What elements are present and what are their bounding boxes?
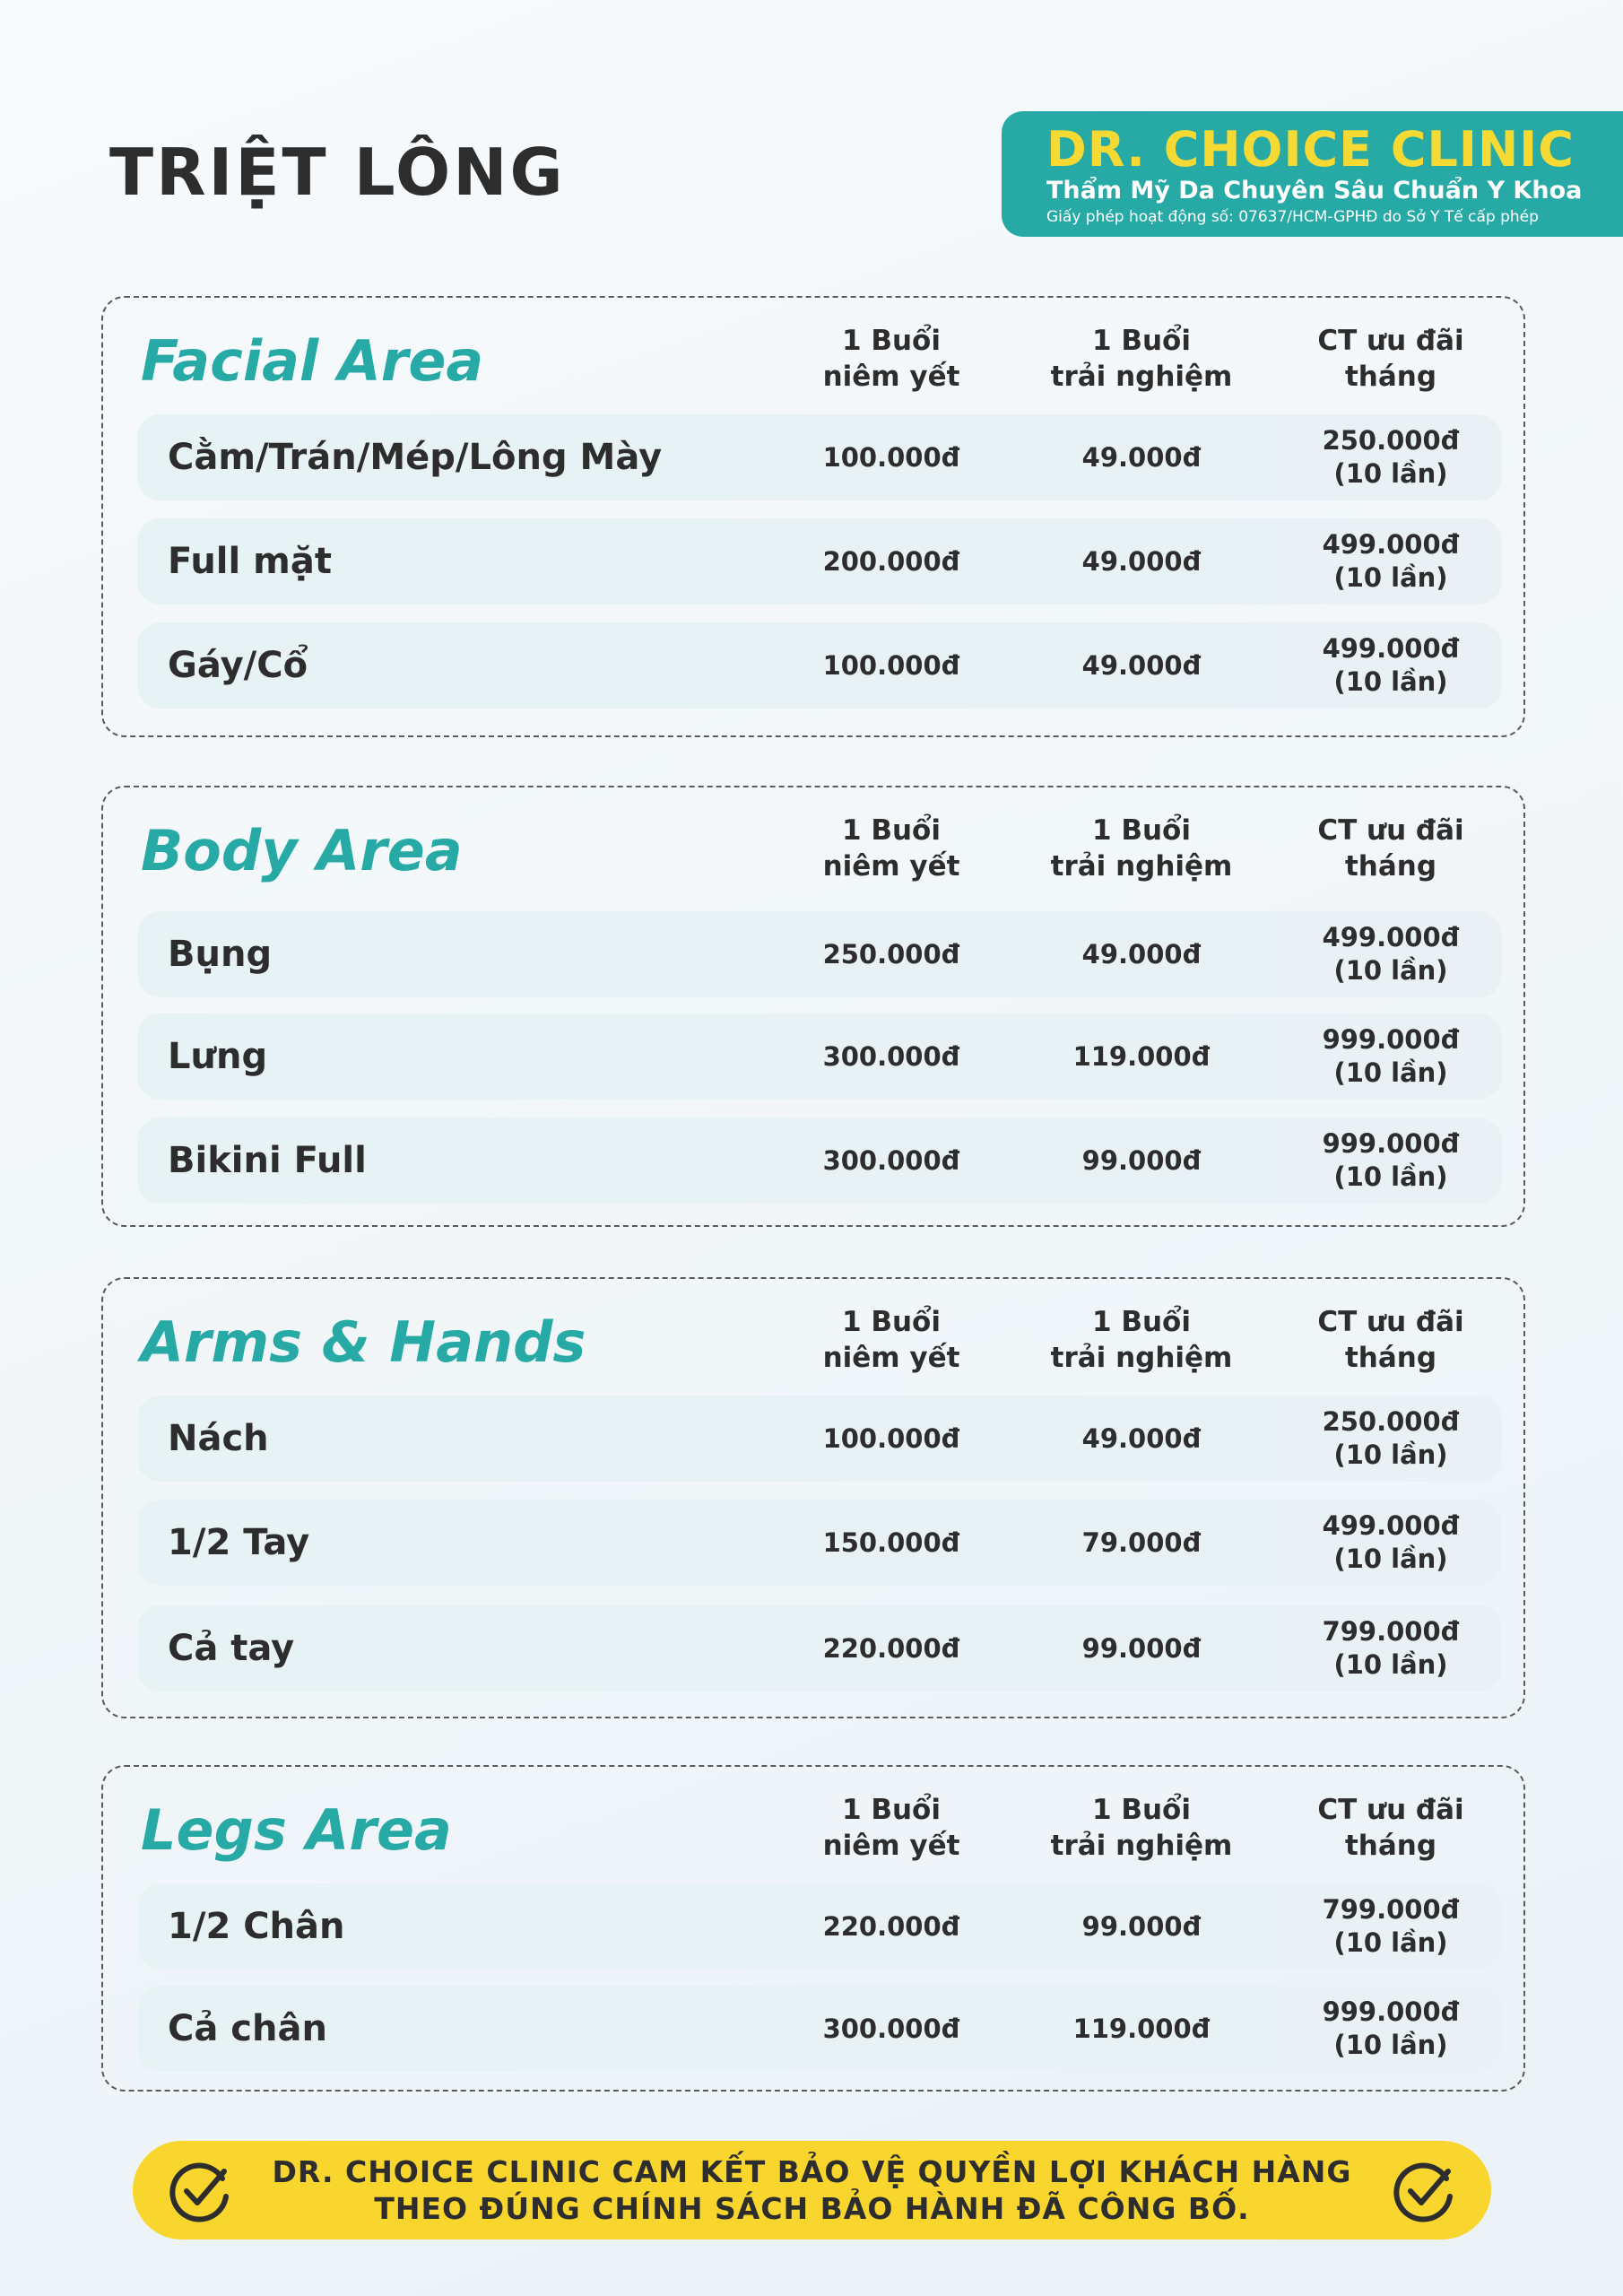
row-package-price: 999.000đ (10 lần) (1322, 1996, 1460, 2060)
price-row (137, 1605, 1502, 1692)
price-row (137, 622, 1502, 709)
col-header-package: CT ưu đãi tháng (1317, 1794, 1464, 1862)
row-listed-price: 300.000đ (822, 2013, 960, 2044)
warranty-banner (133, 2141, 1491, 2239)
row-package-price: 499.000đ (10 lần) (1322, 922, 1460, 986)
section-legs-area (101, 1765, 1525, 2092)
col-header-trial: 1 Buổi trải nghiệm (1050, 1306, 1233, 1374)
row-label: Bụng (168, 934, 273, 975)
price-row (137, 518, 1502, 604)
col-header-package: CT ưu đãi tháng (1317, 1306, 1464, 1374)
col-header-trial: 1 Buổi trải nghiệm (1050, 814, 1233, 883)
check-circle-icon (1391, 2159, 1457, 2225)
section-arms-hands (101, 1277, 1525, 1718)
row-trial-price: 119.000đ (1072, 1041, 1211, 1072)
price-row (137, 1883, 1502, 1970)
price-row (137, 1396, 1502, 1482)
section-body-area (101, 786, 1525, 1227)
price-row (137, 414, 1502, 500)
row-package-price: 999.000đ (10 lần) (1322, 1128, 1460, 1192)
brand-tagline: Thẩm Mỹ Da Chuyên Sâu Chuẩn Y Khoa (1046, 177, 1583, 204)
row-trial-price: 49.000đ (1081, 650, 1202, 681)
row-label: Full mặt (168, 541, 332, 582)
col-header-listed: 1 Buổi niêm yết (822, 325, 960, 393)
row-listed-price: 100.000đ (822, 650, 960, 681)
section-title: Legs Area (141, 1797, 452, 1863)
row-label: 1/2 Chân (168, 1906, 345, 1947)
row-package-price: 499.000đ (10 lần) (1322, 529, 1460, 593)
check-circle-icon (167, 2159, 233, 2225)
row-package-price: 499.000đ (10 lần) (1322, 1510, 1460, 1574)
row-label: Cả tay (168, 1628, 295, 1669)
col-header-trial: 1 Buổi trải nghiệm (1050, 1794, 1233, 1862)
row-package-price: 799.000đ (10 lần) (1322, 1894, 1460, 1958)
row-trial-price: 49.000đ (1081, 546, 1202, 577)
row-listed-price: 150.000đ (822, 1527, 960, 1558)
row-label: Cằm/Trán/Mép/Lông Mày (168, 437, 663, 478)
price-row (137, 1500, 1502, 1586)
col-header-listed: 1 Buổi niêm yết (822, 814, 960, 883)
col-header-listed: 1 Buổi niêm yết (822, 1306, 960, 1374)
col-header-package: CT ưu đãi tháng (1317, 814, 1464, 883)
section-title: Body Area (141, 818, 463, 883)
row-package-price: 499.000đ (10 lần) (1322, 633, 1460, 697)
row-listed-price: 300.000đ (822, 1145, 960, 1176)
row-listed-price: 100.000đ (822, 442, 960, 473)
brand-license: Giấy phép hoạt động số: 07637/HCM-GPHĐ do Sở Y Tế cấp phép (1046, 208, 1539, 226)
price-row (137, 911, 1502, 997)
row-trial-price: 99.000đ (1081, 1911, 1202, 1942)
row-package-price: 799.000đ (10 lần) (1322, 1616, 1460, 1680)
row-listed-price: 250.000đ (822, 939, 960, 970)
row-listed-price: 200.000đ (822, 546, 960, 577)
col-header-trial: 1 Buổi trải nghiệm (1050, 325, 1233, 393)
section-title: Arms & Hands (141, 1309, 586, 1375)
row-label: 1/2 Tay (168, 1522, 310, 1563)
row-trial-price: 49.000đ (1081, 442, 1202, 473)
brand-name: DR. CHOICE CLINIC (1046, 121, 1575, 178)
page-title: TRIỆT LÔNG (109, 135, 566, 210)
row-listed-price: 220.000đ (822, 1911, 960, 1942)
col-header-package: CT ưu đãi tháng (1317, 325, 1464, 393)
row-trial-price: 99.000đ (1081, 1633, 1202, 1664)
row-trial-price: 49.000đ (1081, 1423, 1202, 1454)
row-trial-price: 79.000đ (1081, 1527, 1202, 1558)
row-label: Gáy/Cổ (168, 645, 308, 686)
warranty-text: DR. CHOICE CLINIC CAM KẾT BẢO VỆ QUYỀN LỢI KHÁCH HÀNG THEO ĐÚNG CHÍNH SÁCH BẢO HÀNH ĐÃ CÔNG BỐ. (272, 2154, 1352, 2226)
row-listed-price: 300.000đ (822, 1041, 960, 1072)
row-label: Lưng (168, 1036, 268, 1077)
price-row (137, 1118, 1502, 1204)
col-header-listed: 1 Buổi niêm yết (822, 1794, 960, 1862)
row-package-price: 250.000đ (10 lần) (1322, 425, 1460, 489)
section-title: Facial Area (141, 328, 484, 394)
row-label: Nách (168, 1418, 269, 1459)
row-listed-price: 100.000đ (822, 1423, 960, 1454)
row-trial-price: 119.000đ (1072, 2013, 1211, 2044)
row-label: Bikini Full (168, 1140, 367, 1181)
row-package-price: 250.000đ (10 lần) (1322, 1406, 1460, 1470)
section-facial-area (101, 296, 1525, 737)
row-listed-price: 220.000đ (822, 1633, 960, 1664)
row-trial-price: 49.000đ (1081, 939, 1202, 970)
row-package-price: 999.000đ (10 lần) (1322, 1024, 1460, 1088)
price-row (137, 1013, 1502, 1100)
row-trial-price: 99.000đ (1081, 1145, 1202, 1176)
price-row (137, 1986, 1502, 2072)
brand-logo-box (1002, 111, 1623, 237)
row-label: Cả chân (168, 2008, 327, 2049)
